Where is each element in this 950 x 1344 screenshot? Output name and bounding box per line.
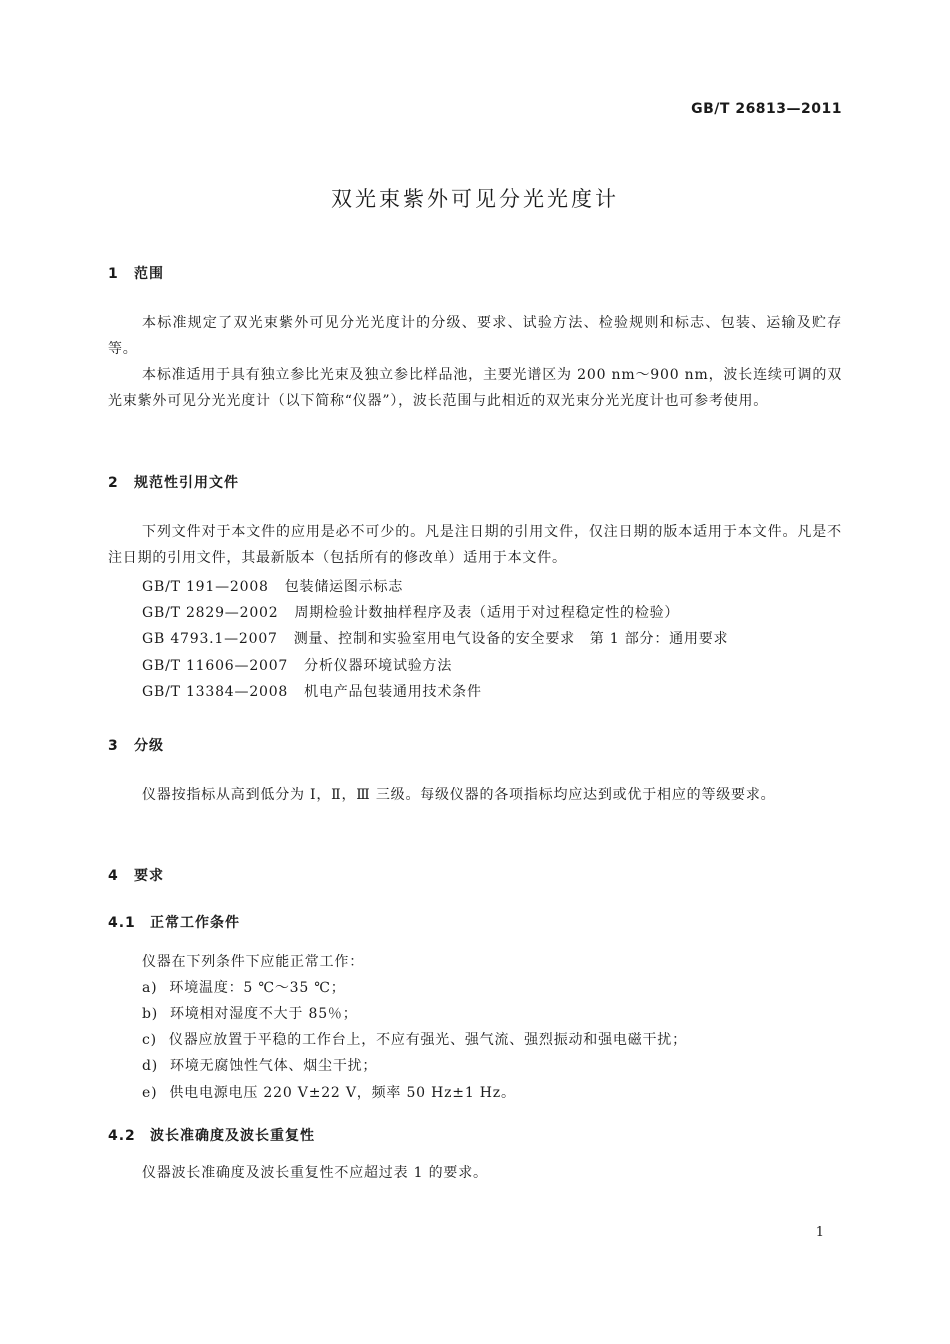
reference-code: GB/T 11606—2007	[142, 658, 289, 674]
section-2-heading	[108, 472, 239, 492]
item-text: 仪器应放置于平稳的工作台上，不应有强光、强气流、强烈振动和强电磁干扰；	[168, 1032, 687, 1048]
item-label: c)	[142, 1032, 157, 1048]
section-title: 波长准确度及波长重复性	[150, 1128, 315, 1144]
section-title: 正常工作条件	[150, 915, 240, 931]
condition-item	[142, 1082, 516, 1102]
section-number: 2	[108, 475, 119, 491]
reference-title: 机电产品包装通用技术条件	[304, 684, 482, 700]
reference-code: GB/T 13384—2008	[142, 684, 289, 700]
section-3-paragraph-1: 仪器按指标从高到低分为 Ⅰ，Ⅱ，Ⅲ 三级。每级仪器的各项指标均应达到或优于相应的等级要求。	[142, 787, 776, 803]
item-text: 环境温度：5 ℃～35 ℃；	[169, 980, 346, 996]
section-4-1-intro: 仪器在下列条件下应能正常工作：	[142, 954, 364, 970]
standard-code: GB/T 26813—2011	[691, 101, 842, 117]
reference-item	[142, 602, 679, 622]
reference-item	[142, 576, 403, 596]
reference-code: GB/T 191—2008	[142, 579, 269, 595]
section-title: 规范性引用文件	[134, 475, 239, 491]
reference-item	[142, 681, 482, 701]
condition-item	[142, 1003, 358, 1023]
condition-item	[142, 1029, 687, 1049]
item-label: d)	[142, 1058, 159, 1074]
section-number: 4	[108, 868, 119, 884]
condition-item	[142, 977, 346, 997]
item-label: b)	[142, 1006, 159, 1022]
section-1-paragraph-2: 本标准适用于具有独立参比光束及独立参比样品池，主要光谱区为 200 nm～900 nm，波长连续可调的双光束紫外可见分光光度计（以下简称“仪器”），波长范围与此相近的双光束分光光度计也可参考使用。	[108, 367, 842, 409]
section-title: 范围	[134, 266, 164, 282]
item-label: a)	[142, 980, 158, 996]
section-4-2-paragraph-1: 仪器波长准确度及波长重复性不应超过表 1 的要求。	[142, 1165, 488, 1181]
section-2-paragraph-1: 下列文件对于本文件的应用是必不可少的。凡是注日期的引用文件，仅注日期的版本适用于本文件。凡是不注日期的引用文件，其最新版本（包括所有的修改单）适用于本文件。	[108, 524, 842, 566]
item-text: 供电电源电压 220 V±22 V，频率 50 Hz±1 Hz。	[169, 1085, 516, 1101]
reference-title: 包装储运图示标志	[284, 579, 404, 595]
section-number: 4.1	[108, 915, 136, 931]
reference-code: GB 4793.1—2007	[142, 631, 278, 647]
section-title: 分级	[134, 738, 164, 754]
item-text: 环境相对湿度不大于 85％；	[170, 1006, 358, 1022]
section-4-2-heading	[108, 1125, 315, 1145]
item-label: e)	[142, 1085, 158, 1101]
reference-item	[142, 655, 452, 675]
reference-title: 周期检验计数抽样程序及表（适用于对过程稳定性的检验）	[294, 605, 680, 621]
section-number: 1	[108, 266, 119, 282]
page-number: 1	[815, 1225, 824, 1240]
reference-title: 测量、控制和实验室用电气设备的安全要求 第 1 部分：通用要求	[293, 631, 729, 647]
section-1-paragraph-1: 本标准规定了双光束紫外可见分光光度计的分级、要求、试验方法、检验规则和标志、包装、运输及贮存等。	[108, 315, 842, 357]
section-number: 4.2	[108, 1128, 136, 1144]
section-title: 要求	[134, 868, 164, 884]
reference-item	[142, 628, 728, 648]
document-title: 双光束紫外可见分光光度计	[331, 187, 619, 211]
item-text: 环境无腐蚀性气体、烟尘干扰；	[170, 1058, 378, 1074]
section-1-heading	[108, 263, 164, 283]
condition-item	[142, 1055, 377, 1075]
section-3-heading	[108, 735, 164, 755]
reference-title: 分析仪器环境试验方法	[304, 658, 453, 674]
section-4-1-heading	[108, 912, 240, 932]
reference-code: GB/T 2829—2002	[142, 605, 279, 621]
section-4-heading	[108, 865, 164, 885]
section-number: 3	[108, 738, 119, 754]
